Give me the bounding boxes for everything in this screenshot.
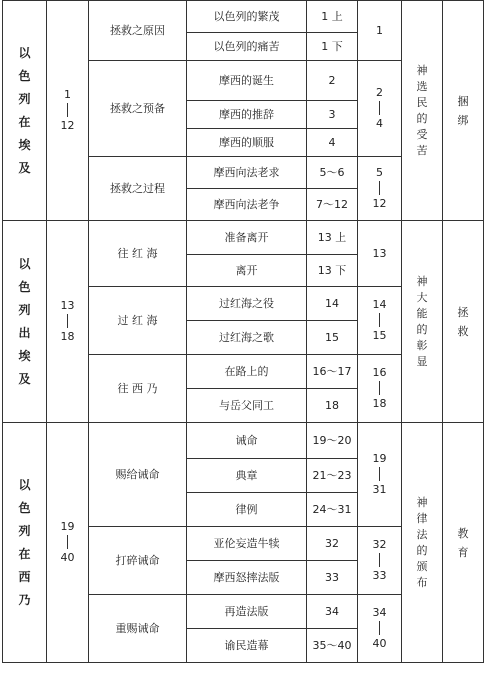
reference-cell: 15 — [307, 321, 358, 355]
event-cell: 再造法版 — [187, 595, 307, 629]
section-label — [3, 221, 47, 423]
reference-cell: 14 — [307, 287, 358, 321]
group-range-text — [371, 166, 389, 210]
event-cell: 亚伦妄造牛犊 — [187, 527, 307, 561]
chapter-start: 13 — [60, 299, 75, 312]
reference-cell: 18 — [307, 389, 358, 423]
group-title: 拯救之原因 — [89, 1, 187, 61]
group-range-text — [371, 86, 389, 130]
outline-row — [3, 1, 484, 33]
reference-cell: 13 下 — [307, 255, 358, 287]
group-range-end: 18 — [372, 397, 387, 410]
group-range — [358, 423, 402, 527]
range-divider — [379, 381, 380, 395]
range-divider — [379, 553, 380, 567]
chapter-start: 1 — [64, 88, 71, 101]
section-theme — [402, 1, 443, 221]
group-range-start: 34 — [372, 606, 387, 619]
group-range-end: 4 — [376, 117, 383, 130]
event-cell: 准备离开 — [187, 221, 307, 255]
event-cell: 摩西的推辞 — [187, 101, 307, 129]
chapter-end: 18 — [60, 330, 75, 343]
section-label-text: 以色列出埃及 — [18, 256, 31, 386]
event-cell: 典章 — [187, 459, 307, 493]
group-title: 拯救之预备 — [89, 61, 187, 157]
event-cell: 离开 — [187, 255, 307, 287]
reference-cell: 3 — [307, 101, 358, 129]
outline-table — [2, 0, 484, 663]
reference-cell: 33 — [307, 561, 358, 595]
event-cell: 以色列的繁茂 — [187, 1, 307, 33]
section-chapters — [47, 1, 89, 221]
group-range-text — [371, 366, 389, 410]
group-range — [358, 527, 402, 595]
group-title: 打碎诫命 — [89, 527, 187, 595]
range-divider — [67, 535, 68, 549]
reference-cell: 16～17 — [307, 355, 358, 389]
group-title: 过 红 海 — [89, 287, 187, 355]
group-title: 赐给诫命 — [89, 423, 187, 527]
group-range-start: 16 — [372, 366, 387, 379]
reference-cell: 7～12 — [307, 189, 358, 221]
range-divider — [67, 103, 68, 117]
event-cell: 谕民造幕 — [187, 629, 307, 663]
outline-body — [3, 1, 484, 663]
outline-row — [3, 221, 484, 255]
event-cell: 在路上的 — [187, 355, 307, 389]
group-range-end: 33 — [372, 569, 387, 582]
group-title: 重赐诫命 — [89, 595, 187, 663]
section-chapters — [47, 221, 89, 423]
group-range-start: 1 — [376, 23, 383, 37]
group-range — [358, 595, 402, 663]
range-divider — [379, 101, 380, 115]
outline-row — [3, 423, 484, 459]
section-keyword-text: 拯救 — [457, 305, 469, 338]
event-cell: 摩西的顺服 — [187, 129, 307, 157]
event-cell: 摩西的诞生 — [187, 61, 307, 101]
reference-cell: 1 下 — [307, 33, 358, 61]
event-cell: 过红海之役 — [187, 287, 307, 321]
chapter-start: 19 — [60, 520, 75, 533]
group-range-text — [371, 247, 389, 260]
reference-cell: 35～40 — [307, 629, 358, 663]
group-range-start: 32 — [372, 538, 387, 551]
event-cell: 诫命 — [187, 423, 307, 459]
group-range-start: 14 — [372, 298, 387, 311]
section-label — [3, 423, 47, 663]
group-range-end: 31 — [372, 483, 387, 496]
section-theme-text: 神大能的彰显 — [416, 274, 428, 368]
group-range-text — [371, 538, 389, 582]
group-range-text — [371, 24, 389, 37]
group-range-start: 13 — [372, 246, 387, 260]
event-cell: 以色列的痛苦 — [187, 33, 307, 61]
section-theme — [402, 221, 443, 423]
section-theme-text: 神选民的受苦 — [416, 63, 428, 157]
range-divider — [67, 314, 68, 328]
chapter-range — [59, 299, 77, 343]
reference-cell: 1 上 — [307, 1, 358, 33]
group-range — [358, 1, 402, 61]
reference-cell: 24～31 — [307, 493, 358, 527]
section-label — [3, 1, 47, 221]
group-range — [358, 221, 402, 287]
event-cell: 摩西向法老争 — [187, 189, 307, 221]
chapter-range — [59, 88, 77, 132]
group-title: 拯救之过程 — [89, 157, 187, 221]
group-range-end: 15 — [372, 329, 387, 342]
reference-cell: 5～6 — [307, 157, 358, 189]
section-chapters — [47, 423, 89, 663]
section-keyword-text: 教育 — [457, 526, 469, 559]
reference-cell: 34 — [307, 595, 358, 629]
section-label-text: 以色列在西乃 — [18, 477, 31, 607]
chapter-end: 12 — [60, 119, 75, 132]
group-range — [358, 355, 402, 423]
section-keyword-text: 捆绑 — [457, 94, 469, 127]
reference-cell: 19～20 — [307, 423, 358, 459]
section-theme — [402, 423, 443, 663]
reference-cell: 32 — [307, 527, 358, 561]
reference-cell: 4 — [307, 129, 358, 157]
section-keyword — [443, 423, 484, 663]
group-range-end: 40 — [372, 637, 387, 650]
group-range-end: 12 — [372, 197, 387, 210]
range-divider — [379, 181, 380, 195]
reference-cell: 2 — [307, 61, 358, 101]
event-cell: 过红海之歌 — [187, 321, 307, 355]
group-title: 往 西 乃 — [89, 355, 187, 423]
group-range-text — [371, 298, 389, 342]
chapter-end: 40 — [60, 551, 75, 564]
section-keyword — [443, 1, 484, 221]
section-keyword — [443, 221, 484, 423]
group-range-start: 2 — [376, 86, 383, 99]
section-theme-text: 神律法的颁布 — [416, 495, 428, 589]
group-title: 往 红 海 — [89, 221, 187, 287]
group-range — [358, 287, 402, 355]
reference-cell: 21～23 — [307, 459, 358, 493]
range-divider — [379, 621, 380, 635]
event-cell: 与岳父同工 — [187, 389, 307, 423]
group-range-text — [371, 606, 389, 650]
group-range-start: 5 — [376, 166, 383, 179]
group-range-text — [371, 452, 389, 496]
section-label-text: 以色列在埃及 — [18, 45, 31, 175]
group-range-start: 19 — [372, 452, 387, 465]
event-cell: 摩西向法老求 — [187, 157, 307, 189]
group-range — [358, 61, 402, 157]
range-divider — [379, 313, 380, 327]
range-divider — [379, 467, 380, 481]
group-range — [358, 157, 402, 221]
event-cell: 摩西怒摔法版 — [187, 561, 307, 595]
event-cell: 律例 — [187, 493, 307, 527]
chapter-range — [59, 520, 77, 564]
reference-cell: 13 上 — [307, 221, 358, 255]
